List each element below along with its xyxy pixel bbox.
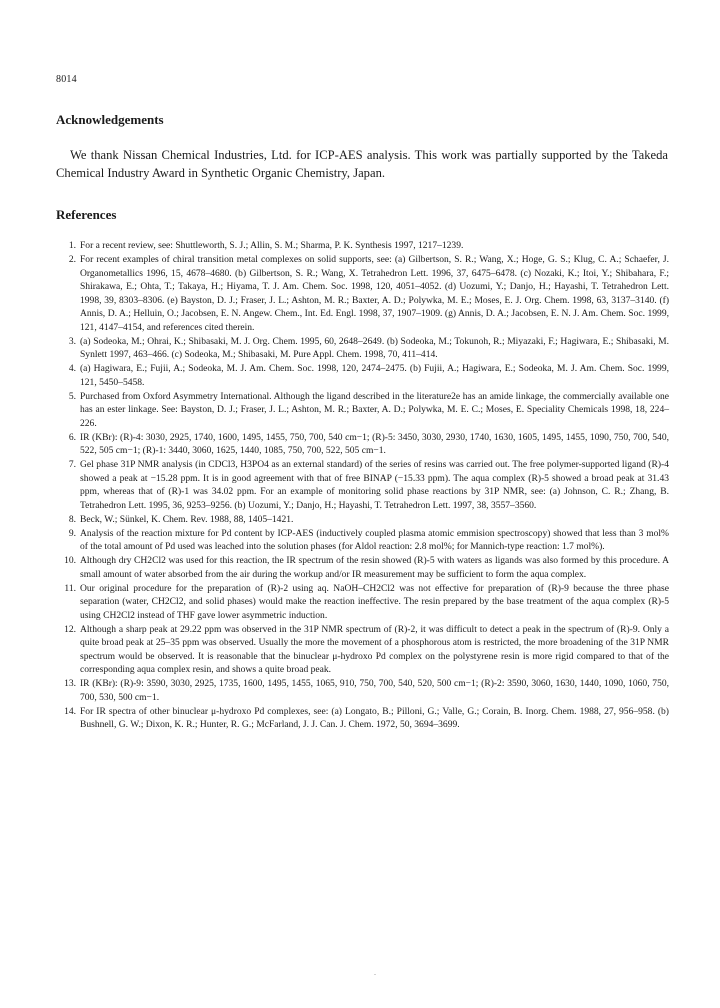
reference-item [56, 582, 669, 623]
reference-item [56, 390, 669, 431]
reference-list [56, 239, 669, 732]
reference-item [56, 458, 669, 512]
reference-number: 4. [68, 363, 76, 374]
reference-text: (a) Sodeoka, M.; Ohrai, K.; Shibasaki, M. J. Org. Chem. 1995, 60, 2648–2649. (b) Sodeoka, M.; Tokunoh, R.; Miyazaki, F.; Hagiwara, E.; Shibasaki, M. Synlett 1997, 463–466. (c) Sodeoka, M.; Shibasaki, M. Pure Appl. Chem. 1998, 70, 411–414. [80, 335, 669, 360]
reference-number: 3. [68, 335, 76, 347]
references-heading: References [56, 207, 117, 222]
reference-text: Although a sharp peak at 29.22 ppm was observed in the 31P NMR spectrum of (R)-2, it was difficult to detect a peak in the spectrum of (R)-9. Only a quite broad peak at 25–35 ppm was observed. Usually the more the movement of a phosphorous atom is restricted, the more broadening of the 31P NMR spectrum would be observed. It is reasonable that the binuclear μ-hydroxo Pd complex on the polystyrene resin is more rigid compared to that of the corresponding aqua complex resin, and shows a quite broad peak. [80, 623, 669, 675]
reference-text: For IR spectra of other binuclear μ-hydroxo Pd complexes, see: (a) Longato, B.; Pilloni, G.; Valle, G.; Corain, B. Inorg. Chem. 1988, 27, 956–958. (b) Bushnell, G. W.; Dixon, K. R.; Hunter, R. G.; McFarland, J. J. Can. J. Chem. 1972, 50, 3694–3699. [80, 705, 669, 730]
reference-item [56, 623, 669, 677]
acknowledgements-heading: Acknowledgements [56, 112, 164, 127]
reference-text: Gel phase 31P NMR analysis (in CDCl3, H3PO4 as an external standard) of the series of resins was carried out. The free polymer-supported ligand (R)-4 showed a peak at −15.28 ppm. It is in good agreement with that of free BINAP (−15.33 ppm). The aqua complex (R)-5 showed a broad peak at 31.43 ppm, whereas that of (R)-1 was 34.02 ppm. For an example of monitoring solid phase reactions by 31P NMR, see: (a) Johnson, C. R.; Zhang, B. Tetrahedron Lett. 1995, 36, 9253–9256. (b) Uozumi, Y.; Danjo, H.; Hayashi, T. Tetrahedron Lett. 1997, 38, 3557–3560. [80, 459, 669, 511]
reference-item [56, 335, 669, 362]
reference-text: IR (KBr): (R)-4: 3030, 2925, 1740, 1600, 1495, 1455, 750, 700, 540 cm−1; (R)-5: 3450, 3030, 2930, 1740, 1630, 1605, 1495, 1455, 1090, 750, 700, 540, 522, 505 cm−1; (R)-1: 3440, 3060, 1625, 1440, 1085, 750, 700, 522, 505 cm−1. [80, 431, 669, 456]
footer-mark: . [374, 968, 376, 977]
reference-item [56, 554, 669, 581]
reference-item [56, 431, 669, 458]
reference-text: Purchased from Oxford Asymmetry International. Although the ligand described in the literature2e has an amide linkage, the commercially available one has an ester linkage. See: Bayston, D. J.; Fraser, J. L.; Ashton, M. R.; Baxter, A. D.; Polywka, M. E. C.; Moses, E. Speciality Chemicals 1998, 18, 224–226. [80, 390, 669, 429]
reference-number: 14. [64, 705, 76, 717]
reference-text: For recent examples of chiral transition metal complexes on solid supports, see: (a) Gilbertson, S. R.; Wang, X.; Hoge, G. S.; Klug, C. A.; Schaefer, J. Organometallics 1996, 15, 4678–4680. (b) Gilbertson, S. R.; Wang, X. Tetrahedron Lett. 1996, 37, 6475–6478. (c) Nozaki, K.; Itoi, Y.; Shibahara, F.; Shirakawa, E.; Ohta, T.; Takaya, H.; Hiyama, T. J. Am. Chem. Soc. 1998, 120, 4051–4052. (d) Uozumi, Y.; Danjo, H.; Hayashi, T. Tetrahedron Lett. 1998, 39, 8303–8306. (e) Bayston, D. J.; Fraser, J. L.; Ashton, M. R.; Baxter, A. D.; Polywka, M. E.; Moses, E. J. Org. Chem. 1998, 63, 3137–3140. (f) Annis, D. A.; Helluin, O.; Jacobsen, E. N. Angew. Chem., Int. Ed. Engl. 1998, 37, 1907–1909. (g) Annis, D. A.; Jacobsen, E. N. J. Am. Chem. Soc. 1999, 121, 4147–4154, and references cited therein. [80, 254, 669, 333]
reference-text: Analysis of the reaction mixture for Pd content by ICP-AES (inductively coupled plasma atomic emmision spectroscopy) showed that less than 3 mol% of the total amount of Pd used was leached into the solution phases (for Aldol reaction: 2.8 mol%; for Mannich-type reaction: 1.7 mol%). [80, 527, 669, 552]
reference-text: Our original procedure for the preparation of (R)-2 using aq. NaOH–CH2Cl2 was not effective for preparation of (R)-9 because the three phase separation (water, CH2Cl2, and solid phases) would make the reaction ineffective. The resin prepared by the base treatment of the aqua complex (R)-5 using CH2Cl2 instead of THF gave lower asymmetric induction. [80, 582, 669, 621]
acknowledgements-text: We thank Nissan Chemical Industries, Ltd. for ICP-AES analysis. This work was partially supported by the Takeda Chemical Industry Award in Synthetic Organic Chemistry, Japan. [56, 148, 668, 180]
reference-text: Although dry CH2Cl2 was used for this reaction, the IR spectrum of the resin showed (R)-5 with waters as ligands was also formed by this procedure. A small amount of water absorbed from the air during the workup and/or IR measurement may be sufficient to form the aqua complex. [80, 555, 669, 580]
reference-item [56, 362, 669, 389]
reference-number: 6. [68, 431, 76, 443]
reference-number: 10. [64, 555, 76, 566]
reference-item [56, 677, 669, 704]
page-number: 8014 [56, 74, 77, 85]
reference-item [56, 527, 669, 554]
reference-text: For a recent review, see: Shuttleworth, S. J.; Allin, S. M.; Sharma, P. K. Synthesis 1997, 1217–1239. [80, 240, 464, 251]
reference-item [56, 253, 669, 334]
reference-number: 8. [68, 513, 76, 525]
reference-item [56, 513, 669, 527]
reference-number: 12. [64, 623, 76, 635]
reference-number: 2. [68, 254, 76, 265]
reference-text: (a) Hagiwara, E.; Fujii, A.; Sodeoka, M. J. Am. Chem. Soc. 1998, 120, 2474–2475. (b) Fujii, A.; Hagiwara, E.; Sodeoka, M. J. Am. Chem. Soc. 1999, 121, 5450–5458. [80, 363, 669, 388]
reference-text: Beck, W.; Sünkel, K. Chem. Rev. 1988, 88, 1405–1421. [80, 513, 294, 525]
reference-number: 9. [68, 527, 76, 539]
reference-number: 1. [68, 240, 76, 251]
reference-item [56, 705, 669, 732]
reference-number: 7. [68, 459, 76, 470]
reference-number: 5. [68, 390, 76, 402]
reference-number: 11. [64, 582, 76, 594]
reference-text: IR (KBr): (R)-9: 3590, 3030, 2925, 1735, 1600, 1495, 1455, 1065, 910, 750, 700, 540, 520, 500 cm−1; (R)-2: 3590, 3060, 1630, 1440, 1090, 1060, 750, 700, 530, 500 cm−1. [80, 678, 669, 703]
reference-item [56, 239, 669, 253]
reference-number: 13. [64, 678, 76, 689]
